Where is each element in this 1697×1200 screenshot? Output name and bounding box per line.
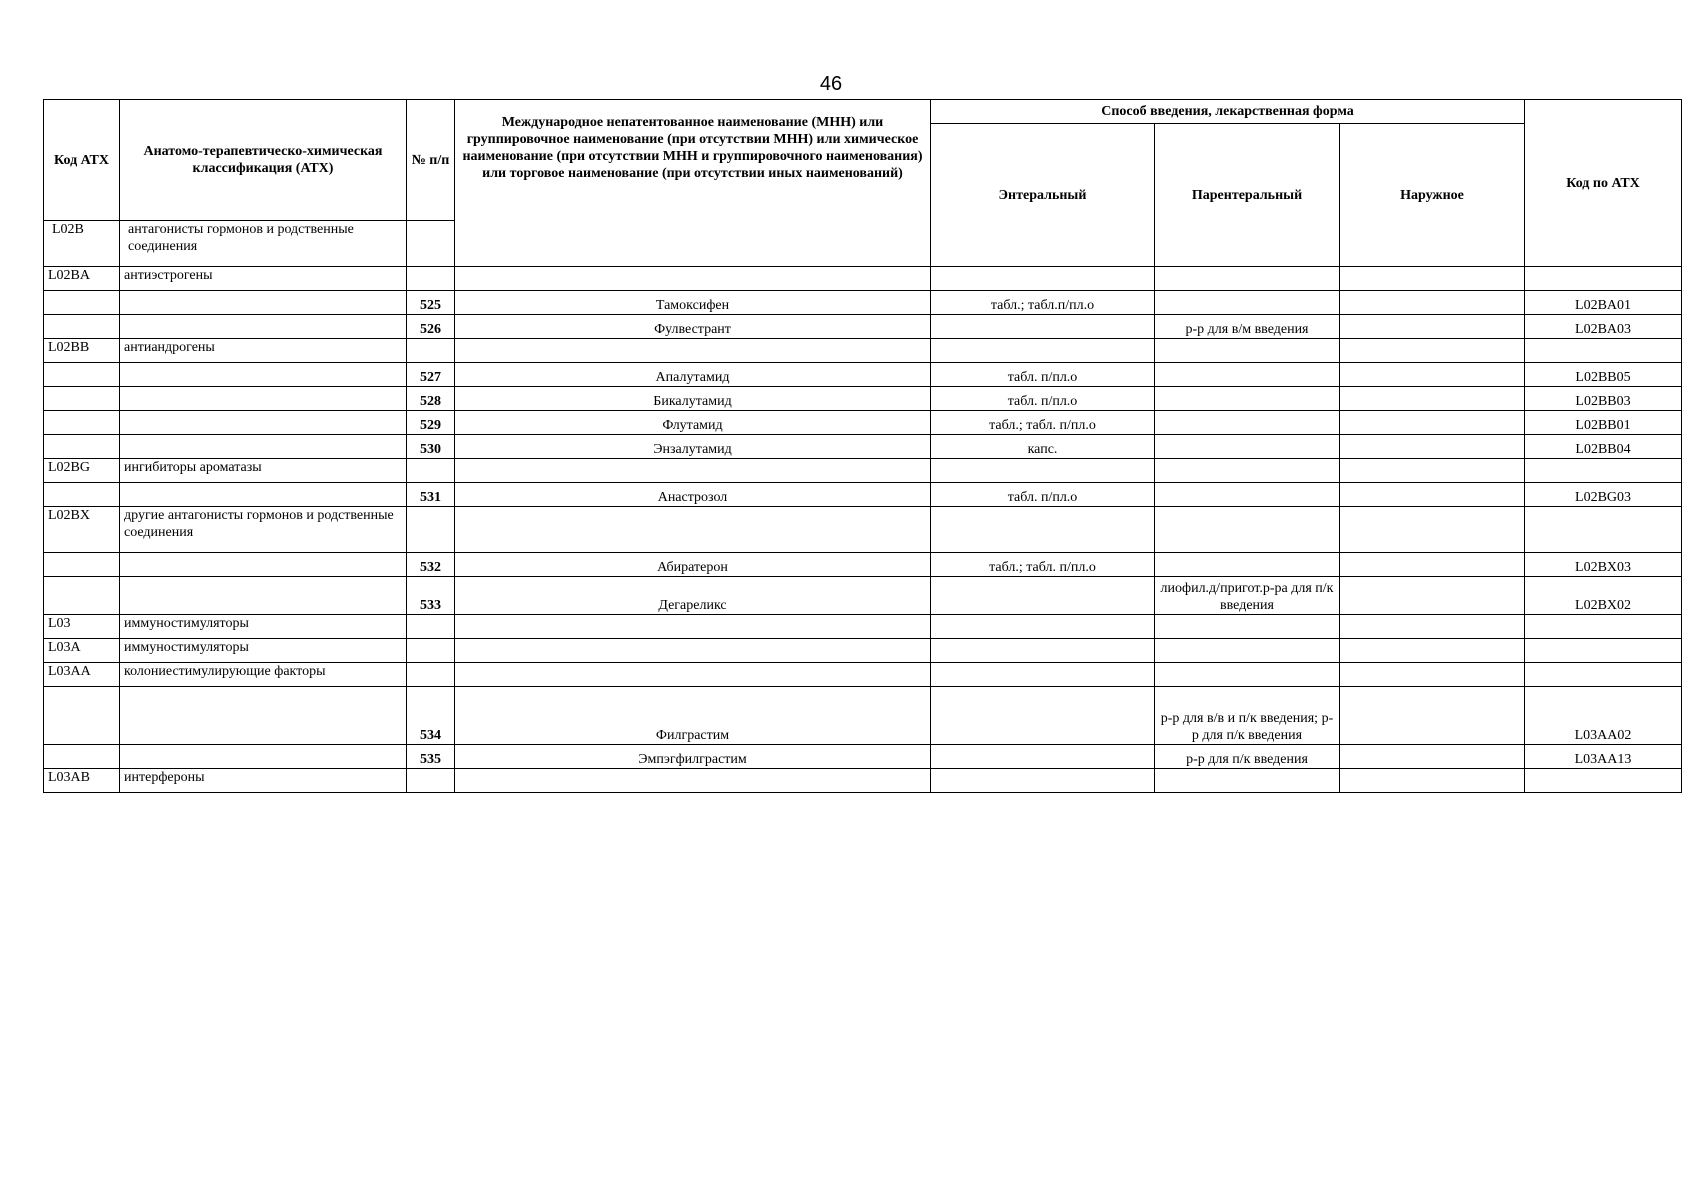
table-row bbox=[44, 411, 1682, 435]
table-row bbox=[44, 363, 1682, 387]
group-row bbox=[44, 459, 1682, 483]
header-route-group: Способ введения, лекарственная форма bbox=[931, 100, 1525, 124]
group-row bbox=[44, 769, 1682, 793]
group-row bbox=[44, 639, 1682, 663]
group-label bbox=[120, 363, 407, 387]
external-form bbox=[1340, 267, 1525, 291]
table-row bbox=[44, 687, 1682, 745]
parenteral-form bbox=[1155, 459, 1340, 483]
row-number bbox=[407, 769, 455, 793]
enteral-form bbox=[931, 663, 1155, 687]
row-number bbox=[407, 459, 455, 483]
parenteral-form bbox=[1155, 267, 1340, 291]
atx-code bbox=[1525, 339, 1682, 363]
group-label: иммуностимуляторы bbox=[120, 615, 407, 639]
drug-name bbox=[455, 267, 931, 291]
atx-code: L02BB04 bbox=[1525, 435, 1682, 459]
group-code: L02B bbox=[44, 221, 120, 267]
external-form bbox=[1340, 339, 1525, 363]
enteral-form: табл.; табл. п/пл.о bbox=[931, 553, 1155, 577]
external-form bbox=[1340, 435, 1525, 459]
header-number: № п/п bbox=[407, 100, 455, 221]
table-row bbox=[44, 577, 1682, 615]
table-row bbox=[44, 553, 1682, 577]
atx-code: L02BX02 bbox=[1525, 577, 1682, 615]
drug-name: Анастрозол bbox=[455, 483, 931, 507]
group-label bbox=[120, 411, 407, 435]
atx-code bbox=[1525, 663, 1682, 687]
atx-code: L02BA01 bbox=[1525, 291, 1682, 315]
header-external: Наружное bbox=[1340, 124, 1525, 267]
parenteral-form: р-р для в/м введения bbox=[1155, 315, 1340, 339]
enteral-form bbox=[931, 745, 1155, 769]
group-label bbox=[120, 687, 407, 745]
drug-name: Энзалутамид bbox=[455, 435, 931, 459]
enteral-form bbox=[931, 687, 1155, 745]
table-row bbox=[44, 745, 1682, 769]
external-form bbox=[1340, 483, 1525, 507]
drug-name bbox=[455, 769, 931, 793]
enteral-form bbox=[931, 577, 1155, 615]
row-number: 528 bbox=[407, 387, 455, 411]
row-number bbox=[407, 267, 455, 291]
row-number bbox=[407, 615, 455, 639]
group-label bbox=[120, 553, 407, 577]
enteral-form bbox=[931, 267, 1155, 291]
group-code bbox=[44, 411, 120, 435]
row-number: 532 bbox=[407, 553, 455, 577]
group-code bbox=[44, 387, 120, 411]
enteral-form bbox=[931, 459, 1155, 483]
group-code bbox=[44, 363, 120, 387]
group-label: другие антагонисты гормонов и родственные соединения bbox=[120, 507, 407, 553]
group-label bbox=[120, 291, 407, 315]
drug-name bbox=[455, 459, 931, 483]
external-form bbox=[1340, 507, 1525, 553]
page-number: 46 bbox=[819, 73, 843, 95]
parenteral-form bbox=[1155, 363, 1340, 387]
group-row bbox=[44, 663, 1682, 687]
atx-code: L02BX03 bbox=[1525, 553, 1682, 577]
external-form bbox=[1340, 363, 1525, 387]
group-code: L03A bbox=[44, 639, 120, 663]
group-code bbox=[44, 435, 120, 459]
group-code: L02BX bbox=[44, 507, 120, 553]
row-number bbox=[407, 507, 455, 553]
row-number: 534 bbox=[407, 687, 455, 745]
enteral-form: табл. п/пл.о bbox=[931, 387, 1155, 411]
parenteral-form: р-р для в/в и п/к введения; р-р для п/к введения bbox=[1155, 687, 1340, 745]
drug-name: Апалутамид bbox=[455, 363, 931, 387]
group-label: ингибиторы ароматазы bbox=[120, 459, 407, 483]
drug-name: Фулвестрант bbox=[455, 315, 931, 339]
row-number: 530 bbox=[407, 435, 455, 459]
enteral-form: табл. п/пл.о bbox=[931, 483, 1155, 507]
group-label bbox=[120, 745, 407, 769]
enteral-form: табл. п/пл.о bbox=[931, 363, 1155, 387]
enteral-form bbox=[931, 315, 1155, 339]
atx-code bbox=[1525, 615, 1682, 639]
row-number: 525 bbox=[407, 291, 455, 315]
external-form bbox=[1340, 553, 1525, 577]
parenteral-form bbox=[1155, 387, 1340, 411]
table-row bbox=[44, 291, 1682, 315]
row-number: 533 bbox=[407, 577, 455, 615]
group-label bbox=[120, 577, 407, 615]
table-row bbox=[44, 315, 1682, 339]
parenteral-form bbox=[1155, 663, 1340, 687]
header-classification: Анатомо-терапевтическо-химическая классификация (АТХ) bbox=[120, 100, 407, 221]
group-row bbox=[44, 615, 1682, 639]
enteral-form bbox=[931, 339, 1155, 363]
atx-code bbox=[1525, 769, 1682, 793]
header-code: Код АТХ bbox=[44, 100, 120, 221]
group-label bbox=[120, 435, 407, 459]
table-row bbox=[44, 483, 1682, 507]
drug-name: Дегареликс bbox=[455, 577, 931, 615]
group-code bbox=[44, 745, 120, 769]
atx-code: L03AA02 bbox=[1525, 687, 1682, 745]
drug-name bbox=[455, 339, 931, 363]
drug-table bbox=[43, 99, 1682, 793]
group-label bbox=[120, 315, 407, 339]
row-number: 531 bbox=[407, 483, 455, 507]
atx-code: L02BB01 bbox=[1525, 411, 1682, 435]
parenteral-form bbox=[1155, 339, 1340, 363]
group-code bbox=[44, 483, 120, 507]
external-form bbox=[1340, 745, 1525, 769]
group-row bbox=[44, 507, 1682, 553]
parenteral-form bbox=[1155, 639, 1340, 663]
row-number: 535 bbox=[407, 745, 455, 769]
external-form bbox=[1340, 639, 1525, 663]
atx-code bbox=[1525, 459, 1682, 483]
external-form bbox=[1340, 411, 1525, 435]
group-label bbox=[120, 387, 407, 411]
group-code: L02BA bbox=[44, 267, 120, 291]
parenteral-form bbox=[1155, 291, 1340, 315]
group-label: антиандрогены bbox=[120, 339, 407, 363]
drug-name: Тамоксифен bbox=[455, 291, 931, 315]
parenteral-form bbox=[1155, 507, 1340, 553]
drug-name: Эмпэгфилграстим bbox=[455, 745, 931, 769]
atx-code bbox=[1525, 267, 1682, 291]
drug-name: Филграстим bbox=[455, 687, 931, 745]
row-number bbox=[407, 339, 455, 363]
table-body bbox=[44, 267, 1682, 793]
group-code bbox=[44, 291, 120, 315]
external-form bbox=[1340, 291, 1525, 315]
parenteral-form: р-р для п/к введения bbox=[1155, 745, 1340, 769]
external-form bbox=[1340, 615, 1525, 639]
atx-code bbox=[1525, 507, 1682, 553]
external-form bbox=[1340, 315, 1525, 339]
group-label: интерфероны bbox=[120, 769, 407, 793]
atx-code: L02BB05 bbox=[1525, 363, 1682, 387]
parenteral-form: лиофил.д/пригот.р-ра для п/к введения bbox=[1155, 577, 1340, 615]
external-form bbox=[1340, 577, 1525, 615]
group-label bbox=[120, 483, 407, 507]
group-code bbox=[44, 687, 120, 745]
table-row bbox=[44, 435, 1682, 459]
group-code: L02BB bbox=[44, 339, 120, 363]
enteral-form bbox=[931, 639, 1155, 663]
enteral-form: табл.; табл.п/пл.о bbox=[931, 291, 1155, 315]
external-form bbox=[1340, 387, 1525, 411]
group-code: L02BG bbox=[44, 459, 120, 483]
header-enteral: Энтеральный bbox=[931, 124, 1155, 267]
row-number: 526 bbox=[407, 315, 455, 339]
group-label: иммуностимуляторы bbox=[120, 639, 407, 663]
table-row bbox=[44, 387, 1682, 411]
external-form bbox=[1340, 663, 1525, 687]
group-code: L03AA bbox=[44, 663, 120, 687]
group-code: L03 bbox=[44, 615, 120, 639]
atx-code: L02BB03 bbox=[1525, 387, 1682, 411]
drug-name bbox=[455, 507, 931, 553]
parenteral-form bbox=[1155, 435, 1340, 459]
external-form bbox=[1340, 769, 1525, 793]
parenteral-form bbox=[1155, 483, 1340, 507]
group-code bbox=[44, 315, 120, 339]
header-parenteral: Парентеральный bbox=[1155, 124, 1340, 267]
drug-name: Абиратерон bbox=[455, 553, 931, 577]
group-code: L03AB bbox=[44, 769, 120, 793]
external-form bbox=[1340, 687, 1525, 745]
atx-code: L02BG03 bbox=[1525, 483, 1682, 507]
enteral-form bbox=[931, 769, 1155, 793]
enteral-form bbox=[931, 615, 1155, 639]
drug-name bbox=[455, 639, 931, 663]
parenteral-form bbox=[1155, 553, 1340, 577]
group-label: антагонисты гормонов и родственные соединения bbox=[120, 221, 407, 267]
row-number bbox=[407, 663, 455, 687]
external-form bbox=[1340, 459, 1525, 483]
group-row bbox=[44, 267, 1682, 291]
atx-code bbox=[1525, 639, 1682, 663]
drug-name bbox=[455, 615, 931, 639]
group-label: колониестимулирующие факторы bbox=[120, 663, 407, 687]
row-number: 527 bbox=[407, 363, 455, 387]
enteral-form bbox=[931, 507, 1155, 553]
enteral-form: табл.; табл. п/пл.о bbox=[931, 411, 1155, 435]
parenteral-form bbox=[1155, 411, 1340, 435]
header-name: Международное непатентованное наименование (МНН) или группировочное наименование (при отсутствии МНН) или химическое наименование (при отсутствии МНН и группировочного наименования) или торговое наименование (при отсутствии иных наименований) bbox=[455, 100, 931, 267]
group-row bbox=[44, 339, 1682, 363]
drug-name: Бикалутамид bbox=[455, 387, 931, 411]
parenteral-form bbox=[1155, 615, 1340, 639]
row-number bbox=[407, 639, 455, 663]
parenteral-form bbox=[1155, 769, 1340, 793]
atx-code: L03AA13 bbox=[1525, 745, 1682, 769]
group-code bbox=[44, 577, 120, 615]
drug-name: Флутамид bbox=[455, 411, 931, 435]
drug-name bbox=[455, 663, 931, 687]
atx-code: L02BA03 bbox=[1525, 315, 1682, 339]
header-atx-code: Код по АТХ bbox=[1525, 100, 1682, 267]
group-code bbox=[44, 553, 120, 577]
group-label: антиэстрогены bbox=[120, 267, 407, 291]
enteral-form: капс. bbox=[931, 435, 1155, 459]
row-number: 529 bbox=[407, 411, 455, 435]
